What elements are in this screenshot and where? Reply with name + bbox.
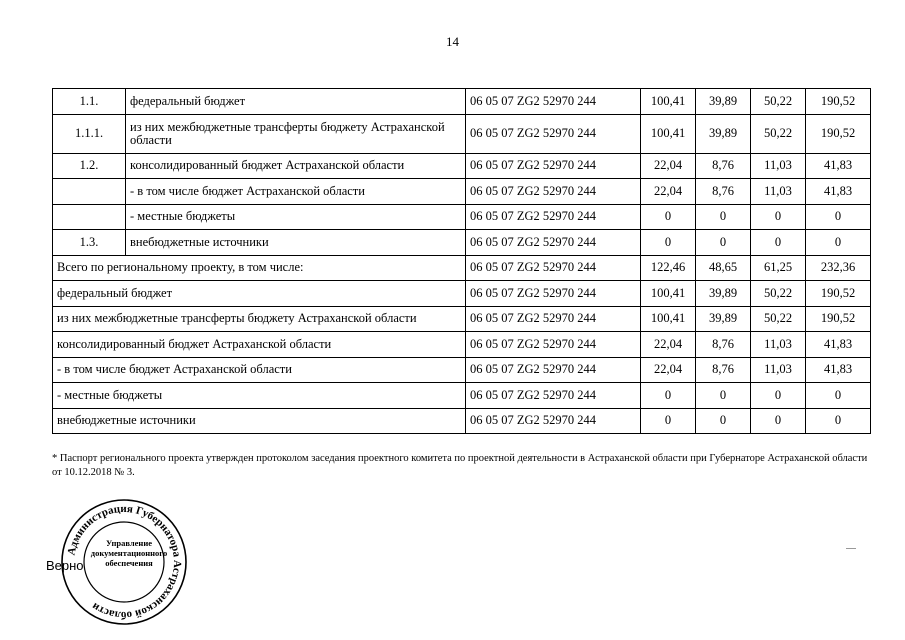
row-code-cell: 06 05 07 ZG2 52970 244 — [466, 230, 641, 256]
footnote: * Паспорт регионального проекта утвержден протоколом заседания проектного комитета по проектной деятельности в Астраханской области при Губернаторе Астраханской области от 10.12.2018 № 3. — [52, 453, 868, 478]
summary-value-1-cell: 0 — [641, 408, 696, 434]
summary-value-3-cell: 50,22 — [751, 306, 806, 332]
summary-name-cell: - местные бюджеты — [53, 383, 466, 409]
summary-value-1-cell: 0 — [641, 383, 696, 409]
summary-value-2-cell: 39,89 — [696, 306, 751, 332]
row-number-cell — [53, 179, 126, 205]
table-row — [53, 230, 871, 256]
summary-code-cell: 06 05 07 ZG2 52970 244 — [466, 255, 641, 281]
stamp-ring-text: Администрация Губернатора Астраханской области — [65, 502, 184, 622]
row-value-3-cell: 50,22 — [751, 89, 806, 115]
row-value-1-cell: 0 — [641, 230, 696, 256]
row-value-1-cell: 0 — [641, 204, 696, 230]
summary-value-2-cell: 0 — [696, 383, 751, 409]
summary-code-cell: 06 05 07 ZG2 52970 244 — [466, 357, 641, 383]
row-value-2-cell: 8,76 — [696, 153, 751, 179]
summary-name-cell: Всего по региональному проекту, в том числе: — [53, 255, 466, 281]
row-code-cell: 06 05 07 ZG2 52970 244 — [466, 153, 641, 179]
table-row — [53, 179, 871, 205]
summary-value-4-cell: 0 — [806, 408, 871, 434]
summary-value-2-cell: 48,65 — [696, 255, 751, 281]
table-row — [53, 153, 871, 179]
summary-value-4-cell: 0 — [806, 383, 871, 409]
summary-row — [53, 281, 871, 307]
summary-code-cell: 06 05 07 ZG2 52970 244 — [466, 408, 641, 434]
summary-row — [53, 306, 871, 332]
budget-table — [52, 88, 871, 434]
summary-code-cell: 06 05 07 ZG2 52970 244 — [466, 383, 641, 409]
row-number-cell: 1.1. — [53, 89, 126, 115]
table-row — [53, 204, 871, 230]
summary-value-2-cell: 8,76 — [696, 357, 751, 383]
row-name-cell: - местные бюджеты — [126, 204, 466, 230]
summary-code-cell: 06 05 07 ZG2 52970 244 — [466, 281, 641, 307]
row-number-cell: 1.2. — [53, 153, 126, 179]
table-row — [53, 89, 871, 115]
summary-name-cell: консолидированный бюджет Астраханской области — [53, 332, 466, 358]
summary-value-1-cell: 22,04 — [641, 357, 696, 383]
summary-value-2-cell: 0 — [696, 408, 751, 434]
summary-name-cell: из них межбюджетные трансферты бюджету Астраханской области — [53, 306, 466, 332]
row-value-1-cell: 100,41 — [641, 89, 696, 115]
row-number-cell: 1.3. — [53, 230, 126, 256]
page-number: 14 — [446, 34, 459, 49]
summary-value-4-cell: 41,83 — [806, 357, 871, 383]
row-value-2-cell: 39,89 — [696, 114, 751, 153]
row-name-cell: консолидированный бюджет Астраханской области — [126, 153, 466, 179]
summary-value-1-cell: 100,41 — [641, 306, 696, 332]
stamp-center-line3: обеспечения — [105, 558, 153, 568]
summary-row — [53, 255, 871, 281]
stamp-center-line1: Управление — [105, 538, 152, 548]
row-value-3-cell: 11,03 — [751, 153, 806, 179]
row-value-4-cell: 41,83 — [806, 153, 871, 179]
summary-value-3-cell: 61,25 — [751, 255, 806, 281]
row-code-cell: 06 05 07 ZG2 52970 244 — [466, 89, 641, 115]
row-value-3-cell: 0 — [751, 230, 806, 256]
verno-mark: Верно — [46, 558, 84, 573]
row-value-4-cell: 190,52 — [806, 114, 871, 153]
row-value-4-cell: 190,52 — [806, 89, 871, 115]
summary-value-3-cell: 0 — [751, 383, 806, 409]
row-value-2-cell: 0 — [696, 230, 751, 256]
row-value-1-cell: 22,04 — [641, 179, 696, 205]
row-value-4-cell: 0 — [806, 230, 871, 256]
row-value-2-cell: 8,76 — [696, 179, 751, 205]
row-value-1-cell: 100,41 — [641, 114, 696, 153]
summary-row — [53, 332, 871, 358]
row-name-cell: внебюджетные источники — [126, 230, 466, 256]
summary-code-cell: 06 05 07 ZG2 52970 244 — [466, 332, 641, 358]
summary-value-4-cell: 190,52 — [806, 306, 871, 332]
summary-name-cell: внебюджетные источники — [53, 408, 466, 434]
row-name-cell: федеральный бюджет — [126, 89, 466, 115]
row-value-1-cell: 22,04 — [641, 153, 696, 179]
summary-value-2-cell: 39,89 — [696, 281, 751, 307]
row-value-3-cell: 0 — [751, 204, 806, 230]
summary-name-cell: - в том числе бюджет Астраханской области — [53, 357, 466, 383]
summary-value-4-cell: 41,83 — [806, 332, 871, 358]
row-code-cell: 06 05 07 ZG2 52970 244 — [466, 179, 641, 205]
stamp-center-text — [84, 538, 174, 568]
row-value-3-cell: 50,22 — [751, 114, 806, 153]
row-name-cell: - в том числе бюджет Астраханской области — [126, 179, 466, 205]
row-code-cell: 06 05 07 ZG2 52970 244 — [466, 114, 641, 153]
summary-value-1-cell: 22,04 — [641, 332, 696, 358]
summary-value-3-cell: 0 — [751, 408, 806, 434]
summary-row — [53, 357, 871, 383]
summary-value-1-cell: 122,46 — [641, 255, 696, 281]
summary-value-3-cell: 11,03 — [751, 357, 806, 383]
row-value-2-cell: 0 — [696, 204, 751, 230]
row-value-2-cell: 39,89 — [696, 89, 751, 115]
row-value-4-cell: 0 — [806, 204, 871, 230]
row-name-cell: из них межбюджетные трансферты бюджету Астраханской области — [126, 114, 466, 153]
summary-value-3-cell: 11,03 — [751, 332, 806, 358]
summary-value-4-cell: 232,36 — [806, 255, 871, 281]
stamp-center-line2: документационного — [90, 548, 168, 558]
table-row — [53, 114, 871, 153]
row-number-cell: 1.1.1. — [53, 114, 126, 153]
summary-row — [53, 408, 871, 434]
dash-mark — [846, 548, 856, 549]
row-value-4-cell: 41,83 — [806, 179, 871, 205]
row-value-3-cell: 11,03 — [751, 179, 806, 205]
summary-value-1-cell: 100,41 — [641, 281, 696, 307]
summary-row — [53, 383, 871, 409]
summary-name-cell: федеральный бюджет — [53, 281, 466, 307]
summary-value-4-cell: 190,52 — [806, 281, 871, 307]
row-number-cell — [53, 204, 126, 230]
row-code-cell: 06 05 07 ZG2 52970 244 — [466, 204, 641, 230]
summary-value-2-cell: 8,76 — [696, 332, 751, 358]
summary-value-3-cell: 50,22 — [751, 281, 806, 307]
summary-code-cell: 06 05 07 ZG2 52970 244 — [466, 306, 641, 332]
